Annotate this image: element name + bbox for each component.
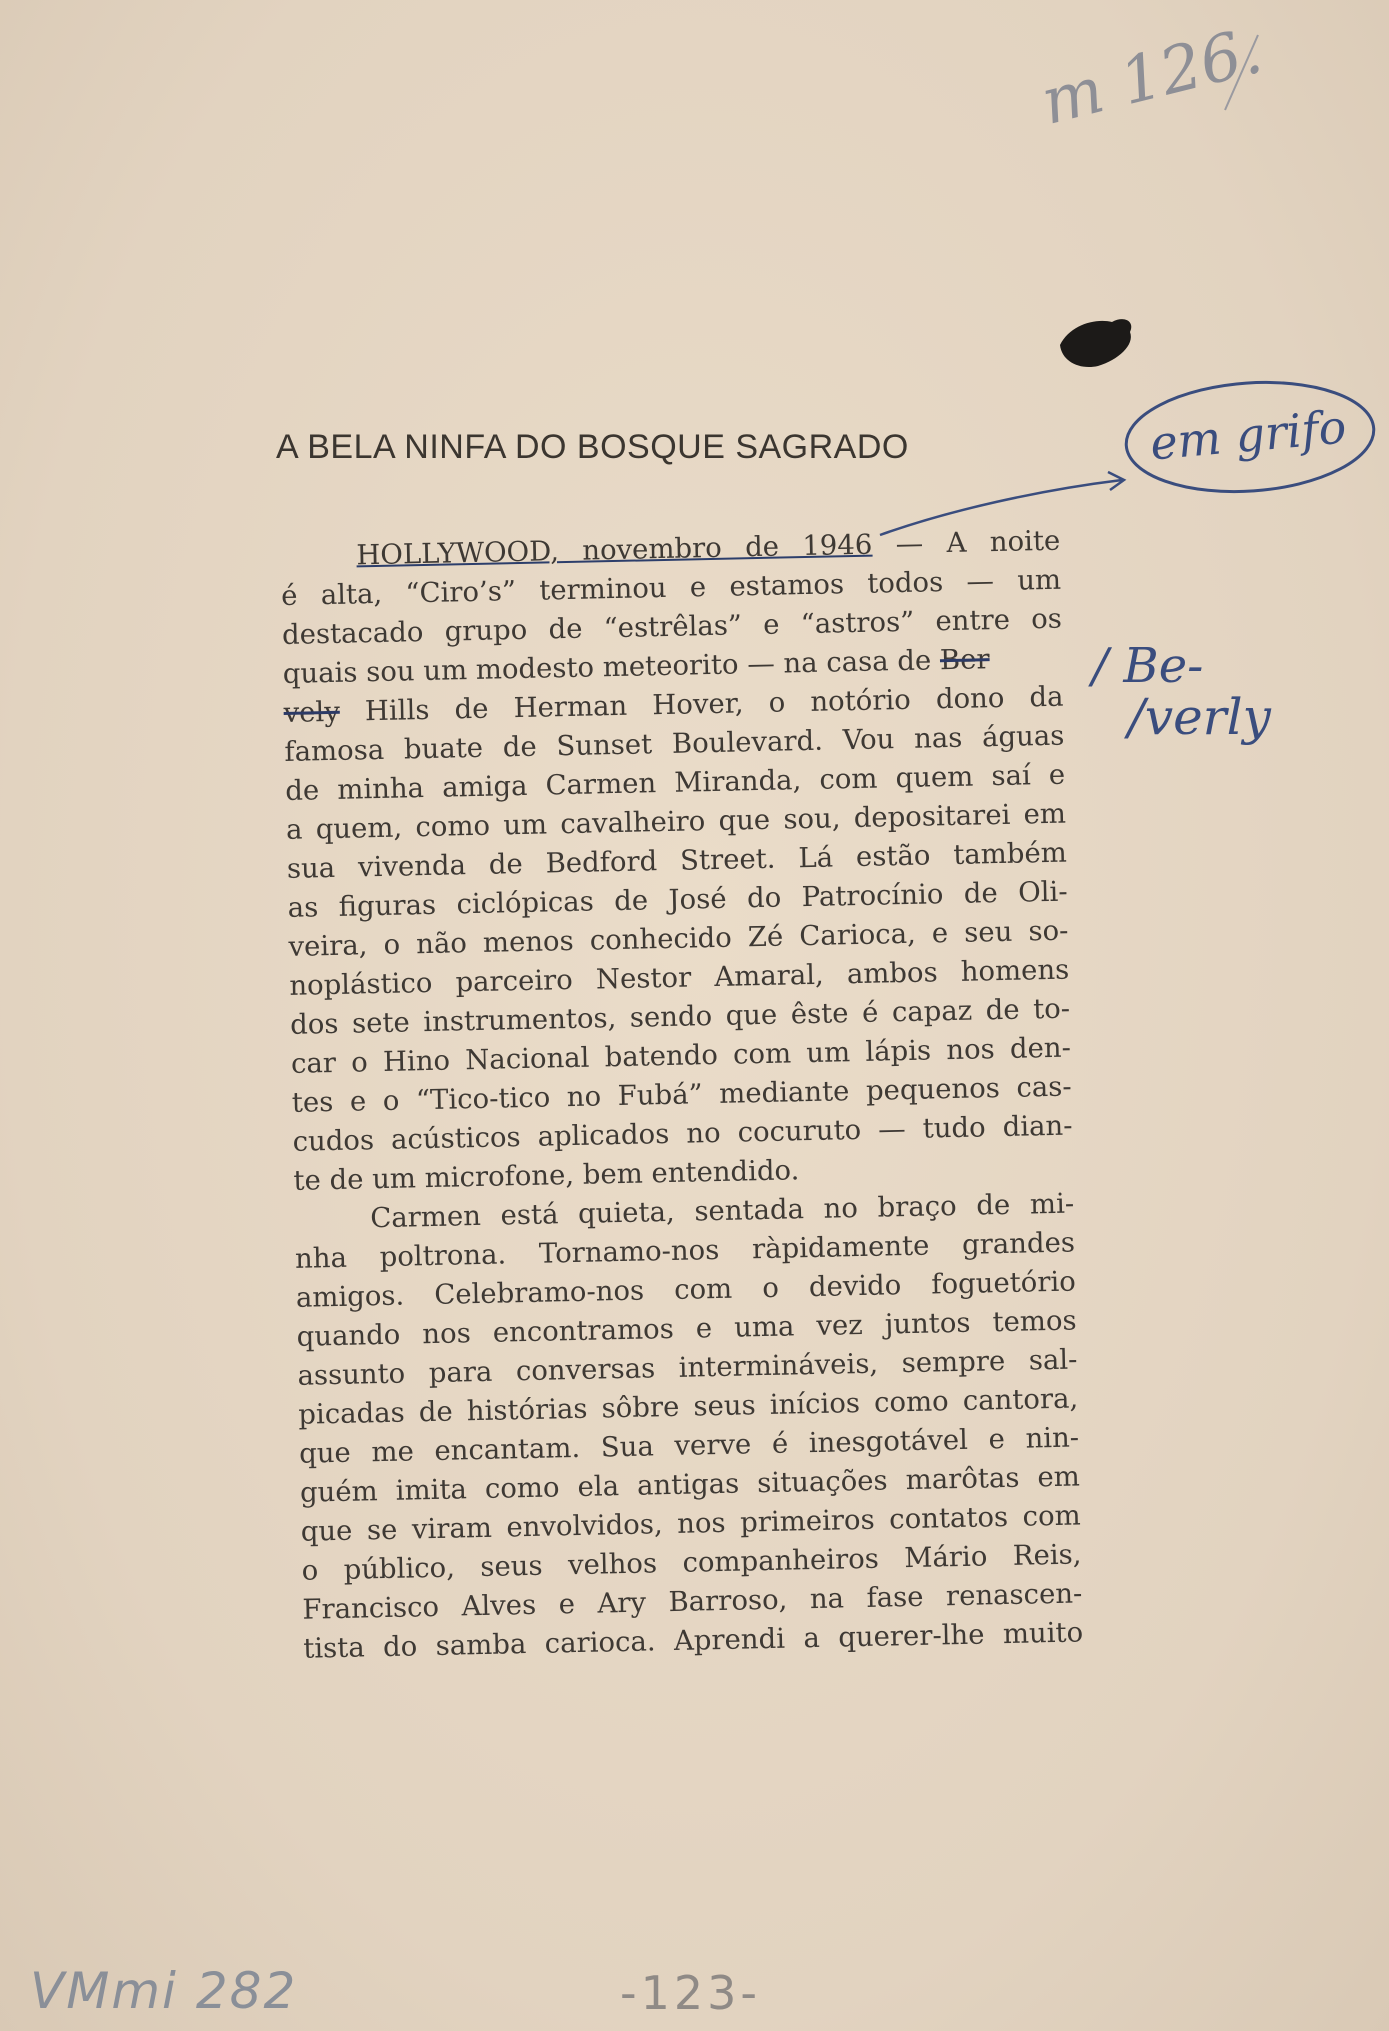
text-line: te de um microfone, bem entendido.	[293, 1154, 800, 1197]
text-fragment: Hills de Herman Hover, o notório dono da	[339, 680, 1064, 728]
text-line: nha poltrona. Tornamo-nos ràpidamente grandes	[294, 1226, 1076, 1275]
text-line: picadas de histórias sôbre seus inícios como cantora,	[298, 1382, 1079, 1431]
text-line: tista do samba carioca. Aprendi a querer-lhe muito	[302, 1616, 1084, 1665]
text-line: assunto para conversas intermináveis, sempre sal-	[297, 1343, 1078, 1392]
text-line: cudos acústicos aplicados no cocuruto — tudo dian-	[292, 1109, 1073, 1158]
title-margin-note: em grifo	[1148, 399, 1349, 471]
text-line: quando nos encontramos e uma vez juntos temos	[296, 1304, 1077, 1353]
beverly-insert-note-2: /verly	[1128, 688, 1271, 746]
text-line: veira, o não menos conhecido Zé Carioca, e seu so-	[288, 914, 1069, 963]
archive-call-number: VMmi 282	[30, 1962, 298, 2020]
text-fragment: — A noite	[872, 524, 1061, 561]
text-line: destacado grupo de “estrêlas” e “astros” entre os	[281, 602, 1063, 651]
page-number: -123-	[620, 1966, 761, 2020]
text-line: a quem, como um cavalheiro que sou, depositarei em	[285, 797, 1067, 846]
text-fragment: quais sou um modesto meteorito — na casa de	[282, 644, 941, 690]
text-line: as figuras ciclópicas de José do Patrocínio de Oli-	[287, 875, 1068, 924]
text-line: o público, seus velhos companheiros Mário Reis,	[301, 1538, 1082, 1587]
text-line: que me encantam. Sua verve é inesgotável e nin-	[298, 1421, 1080, 1470]
text-line: noplástico parceiro Nestor Amaral, ambos homens	[289, 953, 1070, 1002]
text-line: famosa buate de Sunset Boulevard. Vou nas águas	[284, 719, 1065, 768]
text-line: Carmen está quieta, sentada no braço de mi-	[369, 1187, 1075, 1235]
dateline: HOLLYWOOD, novembro de 1946	[356, 528, 873, 572]
text-line: de minha amiga Carmen Miranda, com quem saí e	[284, 758, 1066, 807]
paragraph-1	[280, 522, 1074, 1201]
text-line: guém imita como ela antigas situações marôtas em	[299, 1460, 1081, 1509]
text-line: Francisco Alves e Ary Barroso, na fase renascen-	[302, 1577, 1083, 1626]
top-right-folio-note: m 126.	[1034, 14, 1270, 140]
text-line: amigos. Celebramo-nos com o devido foguetório	[295, 1265, 1077, 1314]
page-title: A BELA NINFA DO BOSQUE SAGRADO	[276, 428, 909, 466]
article-body	[280, 522, 1084, 1669]
paragraph-2	[294, 1185, 1084, 1669]
ink-blot	[1060, 319, 1131, 367]
text-line: car o Hino Nacional batendo com um lápis nos den-	[290, 1031, 1072, 1080]
text-line: sua vivenda de Bedford Street. Lá estão também	[286, 836, 1068, 885]
text-line: é alta, “Ciro’s” terminou e estamos todos — um	[280, 563, 1062, 612]
beverly-insert-note-1: / Be-	[1092, 638, 1204, 694]
struck-text: Ber	[939, 643, 990, 677]
struck-text: vely	[283, 695, 341, 729]
text-line: dos sete instrumentos, sendo que êste é capaz de to-	[289, 992, 1071, 1041]
text-line: que se viram envolvidos, nos primeiros contatos com	[300, 1499, 1081, 1548]
text-line: tes e o “Tico-tico no Fubá” mediante pequenos cas-	[291, 1070, 1072, 1119]
